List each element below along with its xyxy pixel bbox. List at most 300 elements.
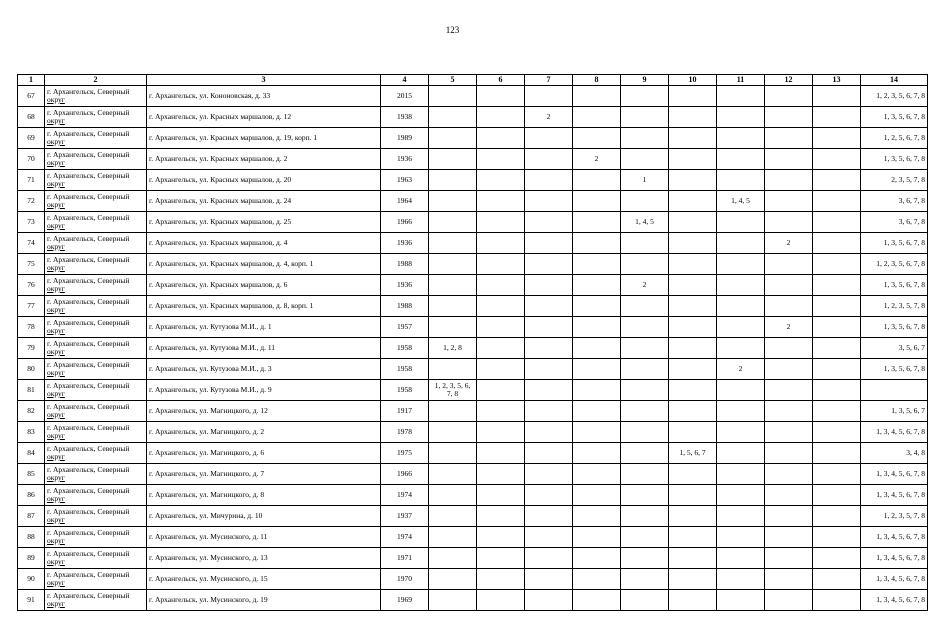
district-cell (45, 338, 147, 359)
district-line-2: округ (47, 494, 65, 503)
value-cell-col-11 (717, 212, 765, 233)
value-cell-col-13 (813, 296, 861, 317)
district-line-1: г. Архангельск, Северный (47, 570, 130, 579)
district-cell (45, 191, 147, 212)
address-cell: г. Архангельск, ул. Кутузова М.И., д. 1 (147, 317, 381, 338)
value-cell-col-5 (429, 485, 477, 506)
district-line-2: округ (47, 95, 65, 104)
value-cell-col-5 (429, 506, 477, 527)
value-cell-col-13 (813, 191, 861, 212)
value-cell-col-13 (813, 443, 861, 464)
value-cell-col-12 (765, 191, 813, 212)
value-cell-col-6 (477, 485, 525, 506)
district-line-1: г. Архангельск, Северный (47, 465, 130, 474)
value-cell-col-5: 1, 2, 3, 5, 6, 7, 8 (429, 380, 477, 401)
district-line-2: округ (47, 368, 65, 377)
district-line-2: округ (47, 179, 65, 188)
table-row (18, 212, 928, 233)
district-line-2: округ (47, 389, 65, 398)
year-cell: 1937 (381, 506, 429, 527)
table-row (18, 191, 928, 212)
column-header-14: 14 (861, 75, 928, 86)
value-cell-col-13 (813, 590, 861, 611)
row-number: 77 (18, 296, 45, 317)
row-number: 87 (18, 506, 45, 527)
district-line-2: округ (47, 578, 65, 587)
value-cell-col-8 (573, 191, 621, 212)
column-header-3: 3 (147, 75, 381, 86)
table-row (18, 170, 928, 191)
value-cell-col-13 (813, 401, 861, 422)
value-cell-col-8 (573, 380, 621, 401)
address-table (17, 74, 928, 611)
value-cell-col-8 (573, 506, 621, 527)
column-header-1: 1 (18, 75, 45, 86)
value-cell-col-9: 1, 4, 5 (621, 212, 669, 233)
value-cell-col-12 (765, 443, 813, 464)
value-cell-col-7 (525, 443, 573, 464)
district-cell (45, 485, 147, 506)
value-cell-col-11 (717, 317, 765, 338)
district-line-1: г. Архангельск, Северный (47, 129, 130, 138)
row-number: 67 (18, 86, 45, 107)
value-cell-col-6 (477, 527, 525, 548)
year-cell: 1958 (381, 359, 429, 380)
district-line-2: округ (47, 263, 65, 272)
year-cell: 1917 (381, 401, 429, 422)
value-cell-col-14: 3, 5, 6, 7 (861, 338, 928, 359)
value-cell-col-10 (669, 548, 717, 569)
value-cell-col-14: 1, 3, 5, 6, 7, 8 (861, 107, 928, 128)
row-number: 78 (18, 317, 45, 338)
district-cell (45, 464, 147, 485)
district-cell (45, 380, 147, 401)
table-row (18, 86, 928, 107)
value-cell-col-11 (717, 254, 765, 275)
value-cell-col-12 (765, 590, 813, 611)
table-row (18, 485, 928, 506)
value-cell-col-8 (573, 590, 621, 611)
row-number: 86 (18, 485, 45, 506)
row-number: 82 (18, 401, 45, 422)
column-header-4: 4 (381, 75, 429, 86)
value-cell-col-10 (669, 380, 717, 401)
value-cell-col-7 (525, 380, 573, 401)
district-line-1: г. Архангельск, Северный (47, 150, 130, 159)
value-cell-col-11 (717, 401, 765, 422)
value-cell-col-14: 1, 3, 5, 6, 7, 8 (861, 359, 928, 380)
value-cell-col-14: 1, 3, 4, 5, 6, 7, 8 (861, 590, 928, 611)
address-cell: г. Архангельск, ул. Красных маршалов, д. 20 (147, 170, 381, 191)
value-cell-col-6 (477, 149, 525, 170)
value-cell-col-5 (429, 128, 477, 149)
value-cell-col-14: 1, 3, 4, 5, 6, 7, 8 (861, 548, 928, 569)
district-line-1: г. Архангельск, Северный (47, 444, 130, 453)
value-cell-col-11: 1, 4, 5 (717, 191, 765, 212)
value-cell-col-9 (621, 464, 669, 485)
address-cell: г. Архангельск, ул. Мусинского, д. 13 (147, 548, 381, 569)
table-row (18, 401, 928, 422)
district-line-1: г. Архангельск, Северный (47, 360, 130, 369)
year-cell: 1971 (381, 548, 429, 569)
value-cell-col-9 (621, 485, 669, 506)
district-cell (45, 149, 147, 170)
district-line-2: округ (47, 536, 65, 545)
year-cell: 1958 (381, 338, 429, 359)
value-cell-col-13 (813, 548, 861, 569)
address-cell: г. Архангельск, ул. Красных маршалов, д. 12 (147, 107, 381, 128)
district-cell (45, 443, 147, 464)
value-cell-col-12 (765, 107, 813, 128)
district-line-2: округ (47, 452, 65, 461)
table-row (18, 443, 928, 464)
year-cell: 1970 (381, 569, 429, 590)
value-cell-col-11 (717, 338, 765, 359)
year-cell: 1966 (381, 464, 429, 485)
value-cell-col-6 (477, 317, 525, 338)
value-cell-col-12 (765, 506, 813, 527)
value-cell-col-14 (861, 380, 928, 401)
value-cell-col-11 (717, 149, 765, 170)
value-cell-col-8 (573, 443, 621, 464)
address-cell: г. Архангельск, ул. Красных маршалов, д. 24 (147, 191, 381, 212)
value-cell-col-10 (669, 464, 717, 485)
value-cell-col-13 (813, 170, 861, 191)
value-cell-col-11 (717, 422, 765, 443)
value-cell-col-5 (429, 212, 477, 233)
value-cell-col-5: 1, 2, 8 (429, 338, 477, 359)
value-cell-col-12 (765, 569, 813, 590)
value-cell-col-14: 1, 2, 3, 5, 6, 7, 8 (861, 86, 928, 107)
value-cell-col-10 (669, 401, 717, 422)
table-row (18, 149, 928, 170)
value-cell-col-9: 2 (621, 275, 669, 296)
column-header-11: 11 (717, 75, 765, 86)
district-cell (45, 527, 147, 548)
table-row (18, 464, 928, 485)
value-cell-col-8 (573, 527, 621, 548)
value-cell-col-7 (525, 590, 573, 611)
value-cell-col-13 (813, 86, 861, 107)
address-cell: г. Архангельск, ул. Кононовская, д. 33 (147, 86, 381, 107)
value-cell-col-11 (717, 380, 765, 401)
district-line-2: округ (47, 200, 65, 209)
value-cell-col-7 (525, 149, 573, 170)
value-cell-col-11 (717, 128, 765, 149)
value-cell-col-12 (765, 254, 813, 275)
value-cell-col-6 (477, 296, 525, 317)
value-cell-col-5 (429, 527, 477, 548)
year-cell: 1936 (381, 149, 429, 170)
value-cell-col-6 (477, 128, 525, 149)
value-cell-col-7 (525, 359, 573, 380)
value-cell-col-14: 1, 3, 4, 5, 6, 7, 8 (861, 569, 928, 590)
table-row (18, 422, 928, 443)
value-cell-col-13 (813, 275, 861, 296)
value-cell-col-13 (813, 128, 861, 149)
district-line-2: округ (47, 305, 65, 314)
value-cell-col-10 (669, 317, 717, 338)
district-line-1: г. Архангельск, Северный (47, 192, 130, 201)
value-cell-col-11: 2 (717, 359, 765, 380)
district-line-1: г. Архангельск, Северный (47, 402, 130, 411)
value-cell-col-10 (669, 422, 717, 443)
value-cell-col-9 (621, 359, 669, 380)
district-line-1: г. Архангельск, Северный (47, 318, 130, 327)
district-cell (45, 170, 147, 191)
value-cell-col-8 (573, 86, 621, 107)
address-cell: г. Архангельск, ул. Красных маршалов, д. 6 (147, 275, 381, 296)
row-number: 90 (18, 569, 45, 590)
value-cell-col-14: 1, 3, 4, 5, 6, 7, 8 (861, 485, 928, 506)
address-cell: г. Архангельск, ул. Красных маршалов, д. 19, корп. 1 (147, 128, 381, 149)
value-cell-col-12 (765, 548, 813, 569)
table-row (18, 548, 928, 569)
value-cell-col-11 (717, 485, 765, 506)
value-cell-col-11 (717, 590, 765, 611)
district-line-1: г. Архангельск, Северный (47, 234, 130, 243)
value-cell-col-9 (621, 254, 669, 275)
value-cell-col-10 (669, 275, 717, 296)
value-cell-col-6 (477, 86, 525, 107)
value-cell-col-11 (717, 443, 765, 464)
value-cell-col-8 (573, 254, 621, 275)
value-cell-col-10 (669, 233, 717, 254)
value-cell-col-7 (525, 338, 573, 359)
column-header-13: 13 (813, 75, 861, 86)
value-cell-col-6 (477, 170, 525, 191)
value-cell-col-10 (669, 107, 717, 128)
district-line-1: г. Архангельск, Северный (47, 171, 130, 180)
district-cell (45, 359, 147, 380)
district-line-1: г. Архангельск, Северный (47, 591, 130, 600)
value-cell-col-10 (669, 128, 717, 149)
value-cell-col-6 (477, 338, 525, 359)
row-number: 81 (18, 380, 45, 401)
value-cell-col-7 (525, 548, 573, 569)
value-cell-col-5 (429, 275, 477, 296)
value-cell-col-7 (525, 275, 573, 296)
value-cell-col-6 (477, 443, 525, 464)
address-cell: г. Архангельск, ул. Красных маршалов, д. 4 (147, 233, 381, 254)
value-cell-col-14: 2, 3, 5, 7, 8 (861, 170, 928, 191)
value-cell-col-5 (429, 464, 477, 485)
year-cell: 1969 (381, 590, 429, 611)
value-cell-col-12 (765, 212, 813, 233)
value-cell-col-12 (765, 422, 813, 443)
value-cell-col-12 (765, 527, 813, 548)
row-number: 72 (18, 191, 45, 212)
value-cell-col-5 (429, 443, 477, 464)
value-cell-col-7 (525, 170, 573, 191)
year-cell: 1974 (381, 527, 429, 548)
value-cell-col-6 (477, 233, 525, 254)
value-cell-col-11 (717, 275, 765, 296)
district-cell (45, 422, 147, 443)
row-number: 91 (18, 590, 45, 611)
value-cell-col-13 (813, 422, 861, 443)
value-cell-col-6 (477, 548, 525, 569)
value-cell-col-14: 1, 3, 4, 5, 6, 7, 8 (861, 464, 928, 485)
row-number: 71 (18, 170, 45, 191)
row-number: 69 (18, 128, 45, 149)
value-cell-col-9 (621, 128, 669, 149)
district-cell (45, 275, 147, 296)
value-cell-col-13 (813, 212, 861, 233)
district-cell (45, 254, 147, 275)
value-cell-col-8 (573, 233, 621, 254)
value-cell-col-14: 1, 3, 4, 5, 6, 7, 8 (861, 422, 928, 443)
value-cell-col-10 (669, 569, 717, 590)
value-cell-col-8 (573, 401, 621, 422)
value-cell-col-5 (429, 590, 477, 611)
district-cell (45, 317, 147, 338)
district-cell (45, 506, 147, 527)
district-line-1: г. Архангельск, Северный (47, 381, 130, 390)
value-cell-col-11 (717, 569, 765, 590)
value-cell-col-8 (573, 128, 621, 149)
value-cell-col-11 (717, 527, 765, 548)
value-cell-col-13 (813, 569, 861, 590)
column-header-8: 8 (573, 75, 621, 86)
value-cell-col-11 (717, 506, 765, 527)
value-cell-col-5 (429, 233, 477, 254)
row-number: 74 (18, 233, 45, 254)
column-header-5: 5 (429, 75, 477, 86)
district-line-1: г. Архангельск, Северный (47, 276, 130, 285)
district-cell (45, 296, 147, 317)
district-line-1: г. Архангельск, Северный (47, 507, 130, 516)
address-cell: г. Архангельск, ул. Магницкого, д. 8 (147, 485, 381, 506)
district-line-2: округ (47, 473, 65, 482)
row-number: 68 (18, 107, 45, 128)
value-cell-col-10 (669, 86, 717, 107)
value-cell-col-6 (477, 401, 525, 422)
row-number: 76 (18, 275, 45, 296)
row-number: 73 (18, 212, 45, 233)
address-cell: г. Архангельск, ул. Мусинского, д. 15 (147, 569, 381, 590)
value-cell-col-8: 2 (573, 149, 621, 170)
column-header-10: 10 (669, 75, 717, 86)
year-cell: 1957 (381, 317, 429, 338)
value-cell-col-9 (621, 149, 669, 170)
value-cell-col-14: 3, 4, 8 (861, 443, 928, 464)
value-cell-col-13 (813, 107, 861, 128)
value-cell-col-14: 1, 2, 3, 5, 7, 8 (861, 296, 928, 317)
district-cell (45, 86, 147, 107)
district-cell (45, 233, 147, 254)
district-line-1: г. Архангельск, Северный (47, 213, 130, 222)
value-cell-col-7 (525, 506, 573, 527)
address-cell: г. Архангельск, ул. Красных маршалов, д. 8, корп. 1 (147, 296, 381, 317)
district-line-2: округ (47, 599, 65, 608)
value-cell-col-8 (573, 170, 621, 191)
value-cell-col-13 (813, 506, 861, 527)
year-cell: 1988 (381, 254, 429, 275)
value-cell-col-10 (669, 170, 717, 191)
value-cell-col-9 (621, 380, 669, 401)
district-cell (45, 569, 147, 590)
value-cell-col-13 (813, 380, 861, 401)
table-row (18, 359, 928, 380)
value-cell-col-9 (621, 401, 669, 422)
value-cell-col-5 (429, 170, 477, 191)
value-cell-col-6 (477, 212, 525, 233)
value-cell-col-8 (573, 569, 621, 590)
value-cell-col-6 (477, 464, 525, 485)
value-cell-col-12 (765, 296, 813, 317)
value-cell-col-10: 1, 5, 6, 7 (669, 443, 717, 464)
value-cell-col-8 (573, 464, 621, 485)
column-header-7: 7 (525, 75, 573, 86)
district-line-1: г. Архангельск, Северный (47, 297, 130, 306)
value-cell-col-12 (765, 149, 813, 170)
value-cell-col-14: 3, 6, 7, 8 (861, 191, 928, 212)
district-line-2: округ (47, 431, 65, 440)
district-line-2: округ (47, 347, 65, 356)
address-cell: г. Архангельск, ул. Магницкого, д. 6 (147, 443, 381, 464)
value-cell-col-13 (813, 149, 861, 170)
value-cell-col-14: 1, 3, 5, 6, 7 (861, 401, 928, 422)
address-cell: г. Архангельск, ул. Магницкого, д. 7 (147, 464, 381, 485)
year-cell: 1966 (381, 212, 429, 233)
district-line-2: округ (47, 410, 65, 419)
value-cell-col-13 (813, 254, 861, 275)
value-cell-col-5 (429, 191, 477, 212)
value-cell-col-10 (669, 338, 717, 359)
value-cell-col-11 (717, 233, 765, 254)
value-cell-col-10 (669, 485, 717, 506)
value-cell-col-6 (477, 506, 525, 527)
value-cell-col-10 (669, 590, 717, 611)
value-cell-col-7 (525, 569, 573, 590)
row-number: 88 (18, 527, 45, 548)
value-cell-col-6 (477, 107, 525, 128)
value-cell-col-13 (813, 338, 861, 359)
year-cell: 1964 (381, 191, 429, 212)
value-cell-col-5 (429, 401, 477, 422)
value-cell-col-14: 1, 3, 5, 6, 7, 8 (861, 149, 928, 170)
district-cell (45, 128, 147, 149)
district-line-2: округ (47, 158, 65, 167)
column-header-2: 2 (45, 75, 147, 86)
value-cell-col-6 (477, 569, 525, 590)
value-cell-col-12 (765, 464, 813, 485)
table-row (18, 128, 928, 149)
value-cell-col-6 (477, 254, 525, 275)
value-cell-col-7 (525, 296, 573, 317)
value-cell-col-5 (429, 317, 477, 338)
value-cell-col-5 (429, 107, 477, 128)
value-cell-col-8 (573, 212, 621, 233)
district-line-2: округ (47, 242, 65, 251)
value-cell-col-5 (429, 86, 477, 107)
address-cell: г. Архангельск, ул. Мусинского, д. 19 (147, 590, 381, 611)
value-cell-col-13 (813, 527, 861, 548)
value-cell-col-8 (573, 422, 621, 443)
value-cell-col-5 (429, 359, 477, 380)
value-cell-col-13 (813, 359, 861, 380)
column-header-9: 9 (621, 75, 669, 86)
value-cell-col-9 (621, 107, 669, 128)
value-cell-col-5 (429, 569, 477, 590)
table-row (18, 527, 928, 548)
address-cell: г. Архангельск, ул. Кутузова М.И., д. 3 (147, 359, 381, 380)
value-cell-col-7 (525, 128, 573, 149)
value-cell-col-7 (525, 233, 573, 254)
value-cell-col-9 (621, 548, 669, 569)
table-row (18, 107, 928, 128)
